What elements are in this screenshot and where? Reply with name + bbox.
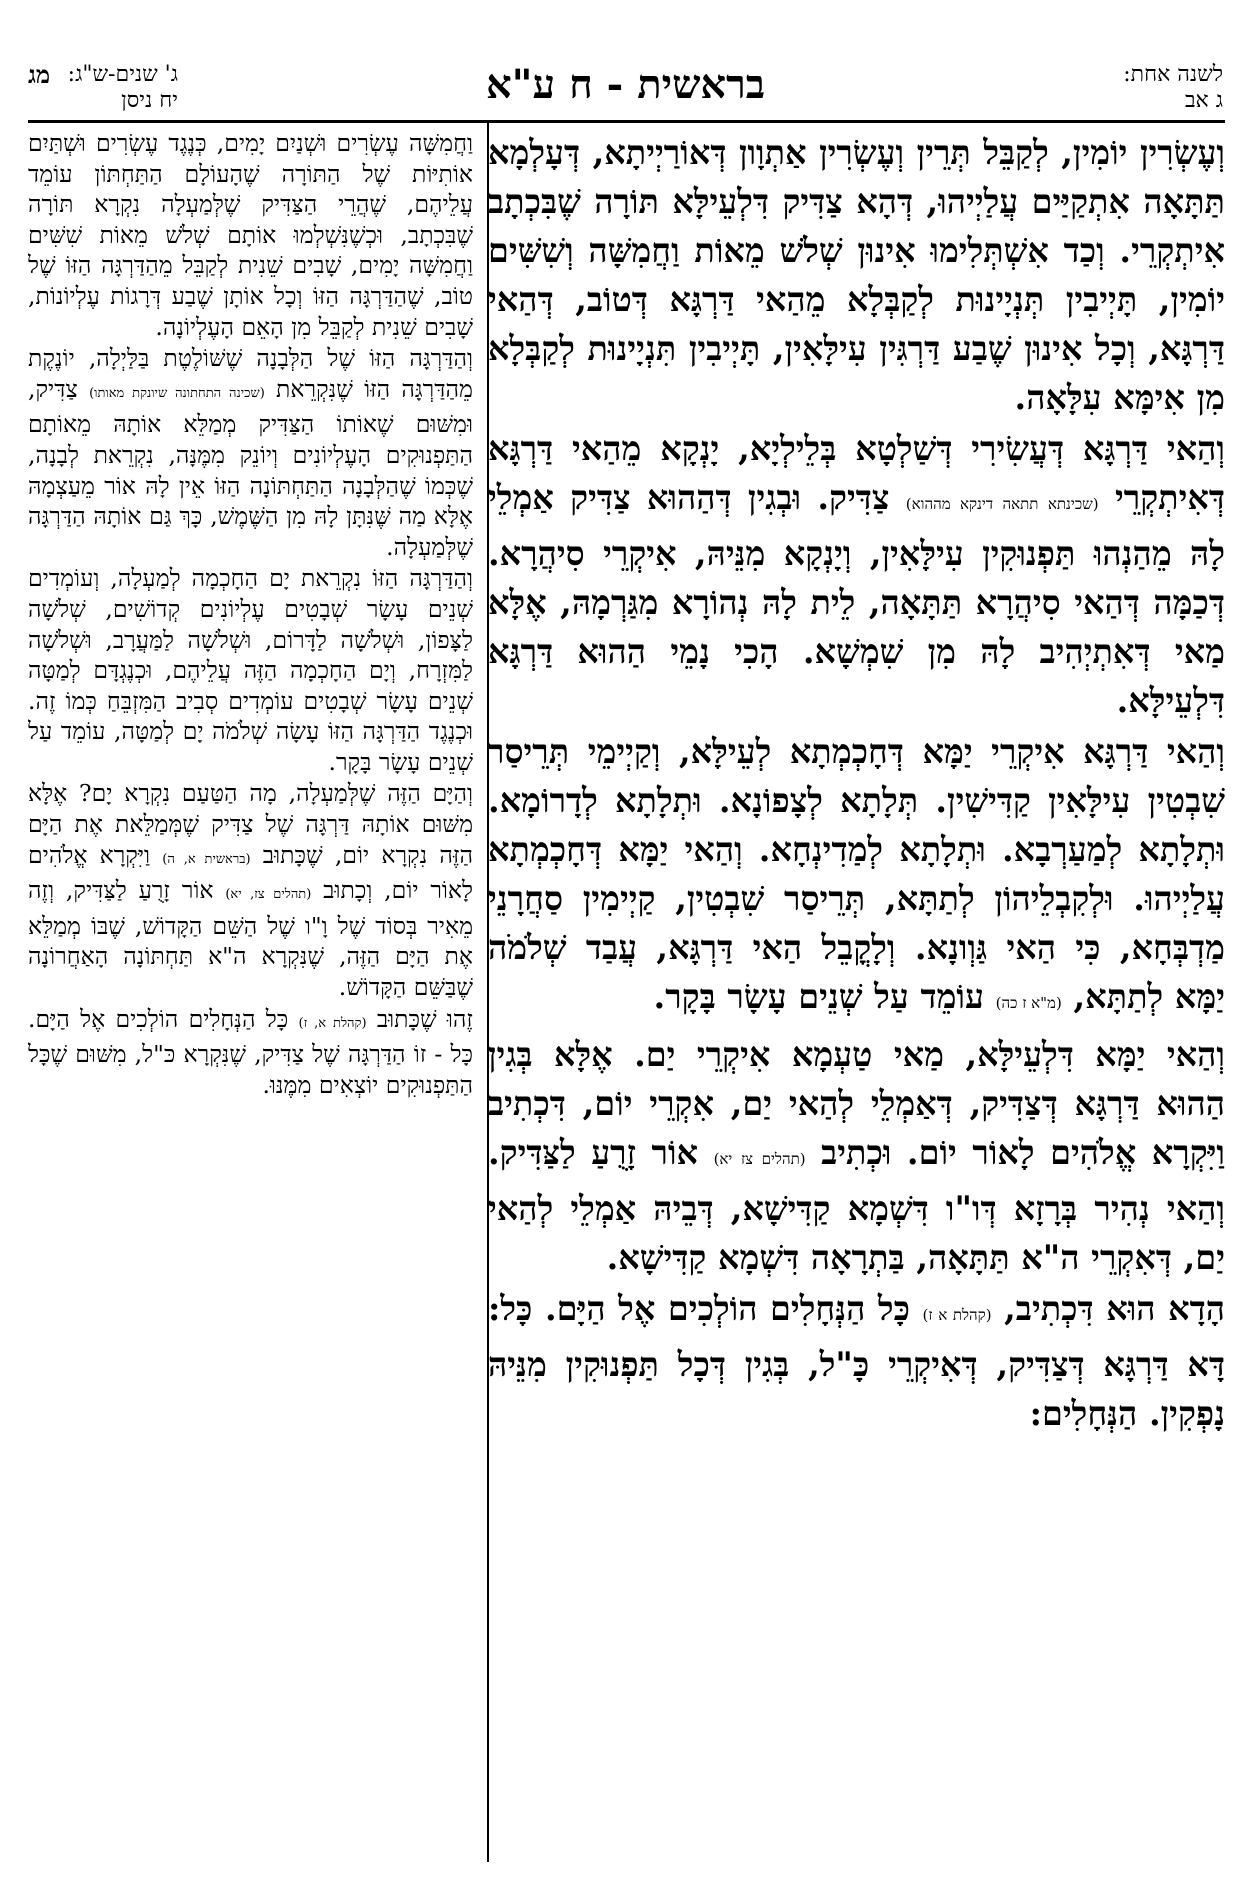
main-text: הָדָא הוּא דִּכְתִיב,	[991, 1289, 1225, 1328]
source-citation: (שכינתא תתאה דינקא מההוא)	[905, 495, 1099, 513]
page-header	[28, 58, 1223, 120]
side-text: אוֹר זָרֻעַ לַצַּדִּיק, וְזֶה מֵאִיר בְּסוֹד שֶׁל וָ"ו שֶׁל הַשֵּׁם הַקָּדוֹשׁ, שֶׁבּוֹ מְמַלֵּא אֶת הַיָּם הַזֶּה, שֶׁנִּקְרָא ה"א תַּחְתּוֹנָה הָאַחֲרוֹנָה שֶׁבַּשֵּׁם הַקָּדוֹשׁ.	[28, 876, 473, 1002]
header-divider	[28, 120, 1225, 123]
side-paragraph	[28, 128, 473, 342]
schedule-label-3y: ג' שנים-ש"ג:	[67, 62, 178, 87]
side-paragraph	[28, 343, 473, 562]
side-text: וְהַדַּרְגָּה הַזּוֹ נִקְרֵאת יָם הַחָכְמָה לְמַעְלָה, וְעוֹמְדִים שְׁנֵים עָשָׂר שְׁבָטִים עֶלְיוֹנִים קְדוֹשִׁים, שְׁלֹשָׁה לַצָּפוֹן, וּשְׁלֹשָׁה לַדָּרוֹם, וּשְׁלֹשָׁה לַמַּעֲרָב, וּשְׁלֹשָׁה לַמִּזְרָח, וְיָם הַחָכְמָה הַזֶּה עֲלֵיהֶם, וּכְנֶגְדָּם לְמַטָּה שְׁנֵים עָשָׂר שְׁבָטִים עוֹמְדִים סְבִיב הַמִּזְבֵּחַ כְּמוֹ זֶה. וּכְנֶגֶד הַדַּרְגָּה הַזּוֹ עָשָׂה שְׁלֹמֹה יָם לְמַטָּה, עוֹמֵד עַל שְׁנֵים עָשָׂר בָּקָר.	[28, 564, 473, 776]
main-text: אוֹר זָרֻעַ לַצַּדִּיק. וְהַאי נְהִיר בְּרָזָא דְּו"ו דִּשְׁמָא קַדִּישָׁא, דְּבֵיהּ אַמְלֵי לְהַאי יַם, דְּאִקְרֵי ה"א תַּתָּאָה, בַּתְרָאָה דִּשְׁמָא קַדִּישָׁא.	[488, 1133, 1225, 1277]
aramaic-text-column	[488, 128, 1225, 1868]
main-text: צַדִּיק. וּבְגִין דְּהַהוּא צַדִּיק אַמְלֵי לָהּ מֵהַנְהוּ תַּפְנוּקִין עִילָּאִין, וְיָנְקָא מִנֵּיהּ, אִיקְרֵי סִיהֲרָא. דְּכַמָּה דְּהַאי סִיהֲרָא תַּתָּאָה, לֵית לָהּ נְהוֹרָא מִגַּרְמָהּ, אֶלָּא מַאי דְּאִתְיְהִיב לָהּ מִן שִׁמְשָׁא. הָכִי נָמֵי הַהוּא דַּרְגָּא דִּלְעֵילָּא.	[488, 478, 1225, 720]
main-text: וְהַאי דַּרְגָּא דְּעֲשִׂירִי דְּשַׁלְטָא בְּלֵילְיָא, יָנְקָא מֵהַאי דַּרְגָּא דְּאִיתְקְרֵי	[488, 429, 1225, 517]
daily-schedule-three-years	[28, 62, 178, 114]
main-text: וְהַאי דַּרְגָּא אִיקְרֵי יַמָּא דְּחָכְמְתָא לְעֵילָּא, וְקַיְימֵי תְּרֵיסַר שִׁבְטִין עִילָּאִין קַדִּישִׁין. תְּלָתָא לְצָפוֹנָא. וּתְלָתָא לְדָרוֹמָא. וּתְלָתָא לְמַעַרְבָא. וּתְלָתָא לְמַדִינְחָא. וְהַאי יַמָּא דְּחָכְמְתָא עֲלַיְיהוּ. וּלְקִבְלֵיהוֹן לְתַתָּא, תְּרֵיסַר שִׁבְטִין, קַיְימִין סַחֲרָנֵי מַדְבְּחָא, כִּי הַאי גַּוְונָא. וְלָקֳבֵל הַאי דַּרְגָּא, עֲבַד שְׁלֹמֹה יַמָּא לְתַתָּא,	[488, 732, 1225, 1016]
source-citation: (קהלת א ז)	[922, 1306, 992, 1324]
main-text: וְהַאי יַמָּא דִּלְעֵילָּא, מַאי טַעְמָא אִיקְרֵי יַם. אֶלָּא בְּגִין הַהוּא דַּרְגָּא דְּצַדִּיק, דְּאַמְלֵי לְהַאי יַם, אִקְרֵי יוֹם, דִּכְתִיב וַיִּקְרָא אֱלֹהִים לָאוֹר יוֹם. וּכְתִיב	[488, 1035, 1225, 1172]
source-citation: (בראשית א, ה)	[162, 851, 251, 867]
schedule-label: לשנה אחת:	[1123, 62, 1223, 87]
source-citation: (מ"א ז כה)	[995, 994, 1062, 1012]
side-text: צַדִּיק, וּמִשּׁוּם שֶׁאוֹתוֹ הַצַּדִּיק מְמַלֵּא אוֹתָהּ מֵאוֹתָם הַתַּפְנוּקִים הָעֶלְיוֹנִים וְיוֹנֵק מִמֶּנָּה, נִקְרֵאת לְבָנָה, שֶׁכְּמוֹ שֶׁהַלְּבָנָה הַתַּחְתּוֹנָה הַזּוֹ אֵין לָהּ אוֹר מֵעַצְמָהּ אֶלָּא מַה שֶּׁנִּתָּן לָהּ מִן הַשֶּׁמֶשׁ, כָּךְ גַּם אוֹתָהּ הַדַּרְגָּה שֶׁלְּמַעְלָה.	[28, 374, 473, 561]
side-text: זֶהוּ שֶׁכָּתוּב	[366, 1004, 473, 1033]
source-citation: (קהלת א, ז)	[298, 1015, 367, 1031]
source-citation: (שכינה התחתונה שיונקת מאותו)	[89, 385, 265, 401]
main-text: עוֹמֵד עַל שְׁנֵים עָשָׂר בָּקָר.	[653, 977, 996, 1016]
source-citation: (תהלים צז יא)	[713, 1150, 806, 1168]
main-paragraph	[488, 1030, 1225, 1282]
side-text: וַחֲמִשָּׁה עֶשְׂרִים וּשְׁנַיִם יָמִים, כְּנֶגֶד עֶשְׂרִים וּשְׁתַּיִם אוֹתִיּוֹת שֶׁל הַתּוֹרָה שֶׁהָעוֹלָם הַתַּחְתּוֹן עוֹמֵד עֲלֵיהֶם, שֶׁהֲרֵי הַצַּדִּיק שֶׁלְּמַעְלָה נִקְרָא תּוֹרָה שֶׁבִּכְתָב, וּכְשֶׁנִּשְׁלְמוּ אוֹתָם שְׁלֹשׁ מֵאוֹת שִׁשִּׁים וַחֲמִשָּׁה יָמִים, שָׁבִים שֵׁנִית לְקַבֵּל מֵהַדַּרְגָּה הַזּוֹ שֶׁל טוֹב, שֶׁהַדַּרְגָּה הַזּוֹ וְכָל אוֹתָן שֶׁבַע דְּרָגוֹת עֶלְיוֹנוֹת, שָׁבִים שֵׁנִית לְקַבֵּל מִן הָאֵם הָעֶלְיוֹנָה.	[28, 129, 473, 341]
side-paragraph	[28, 1004, 473, 1101]
schedule-date-3y: יח ניסן	[121, 88, 178, 113]
side-paragraph	[28, 778, 473, 1002]
source-citation: (תהלים צז, יא)	[225, 887, 312, 903]
schedule-date: ג אב	[1184, 88, 1223, 113]
hebrew-translation-column	[28, 128, 473, 1868]
side-text: כָּל הַנְּחָלִים הוֹלְכִים אֶל הַיָּם. כָּל - זוֹ הַדַּרְגָּה שֶׁל צַדִּיק, שֶׁנִּקְרָא כּ"ל, מִשּׁוּם שֶׁכָּל הַתַּפְנוּקִים יוֹצְאִים מִמֶּנּוּ.	[28, 1004, 473, 1099]
main-text: וְעֶשְׂרִין יוֹמִין, לְקַבֵּל תְּרֵין וְעֶשְׂרִין אַתְוָון דְּאוֹרַיְיתָא, דְּעָלְמָא תַּתָּאָה אִתְקַיַּים עֲלַיְיהוּ, דְּהָא צַדִּיק דִּלְעֵילָּא תּוֹרָה שֶׁבִּכְתָב אִיתְקְרֵי. וְכַד אִשְׁתְּלִימוּ אִינוּן שְׁלֹשׁ מֵאוֹת וַחֲמִשָּׁה וְשִׁשִּׁים יוֹמִין, תָּיְיבִין תְּנְיָינוּת לְקַבְּלָא מֵהַאי דַּרְגָּא דְּטוֹב, דְּהַאי דַּרְגָּא, וְכָל אִינוּן שֶׁבַע דַּרְגִּין עִילָּאִין, תָּיְיבִין תִּנְיָינוּת לְקַבְּלָא מִן אִימָּא עִלָּאָה.	[488, 133, 1225, 417]
side-text: וַיִּקְרָא אֱלֹהִים לָאוֹר יוֹם, וְכָתוּב	[28, 840, 473, 905]
main-text: כָּל הַנְּחָלִים הוֹלְכִים אֶל הַיָּם. כָּל: דָּא דַּרְגָּא דְּצַדִּיק, דְּאִיקְרֵי כָּ"ל, בְּגִין דְּכָל תַּפְנוּקִין מִנֵּיהּ נָפְקִין. הַנְּחָלִים:	[488, 1289, 1225, 1433]
main-paragraph	[488, 1284, 1225, 1438]
page-title: בראשית - ח ע"א	[485, 61, 766, 108]
main-paragraph	[488, 128, 1225, 422]
page-number: מג	[28, 60, 51, 89]
main-paragraph	[488, 424, 1225, 725]
side-paragraph	[28, 563, 473, 777]
side-text: וְהַדַּרְגָּה הַזּוֹ שֶׁל הַלְּבָנָה שֶׁשּׁוֹלֶטֶת בַּלַּיְלָה, יוֹנֶקֶת מֵהַדַּרְגָּה הַזּוֹ שֶׁנִּקְרֵאת	[28, 344, 473, 403]
side-text: וְהַיָּם הַזֶּה שֶׁלְּמַעְלָה, מָה הַטַּעַם נִקְרָא יָם? אֶלָּא מִשּׁוּם אוֹתָהּ דַּרְגָּה שֶׁל צַדִּיק שֶׁמְּמַלֵּאת אֶת הַיָּם הַזֶּה נִקְרָא יוֹם, שֶׁכָּתוּב	[28, 779, 473, 869]
main-paragraph	[488, 727, 1225, 1028]
